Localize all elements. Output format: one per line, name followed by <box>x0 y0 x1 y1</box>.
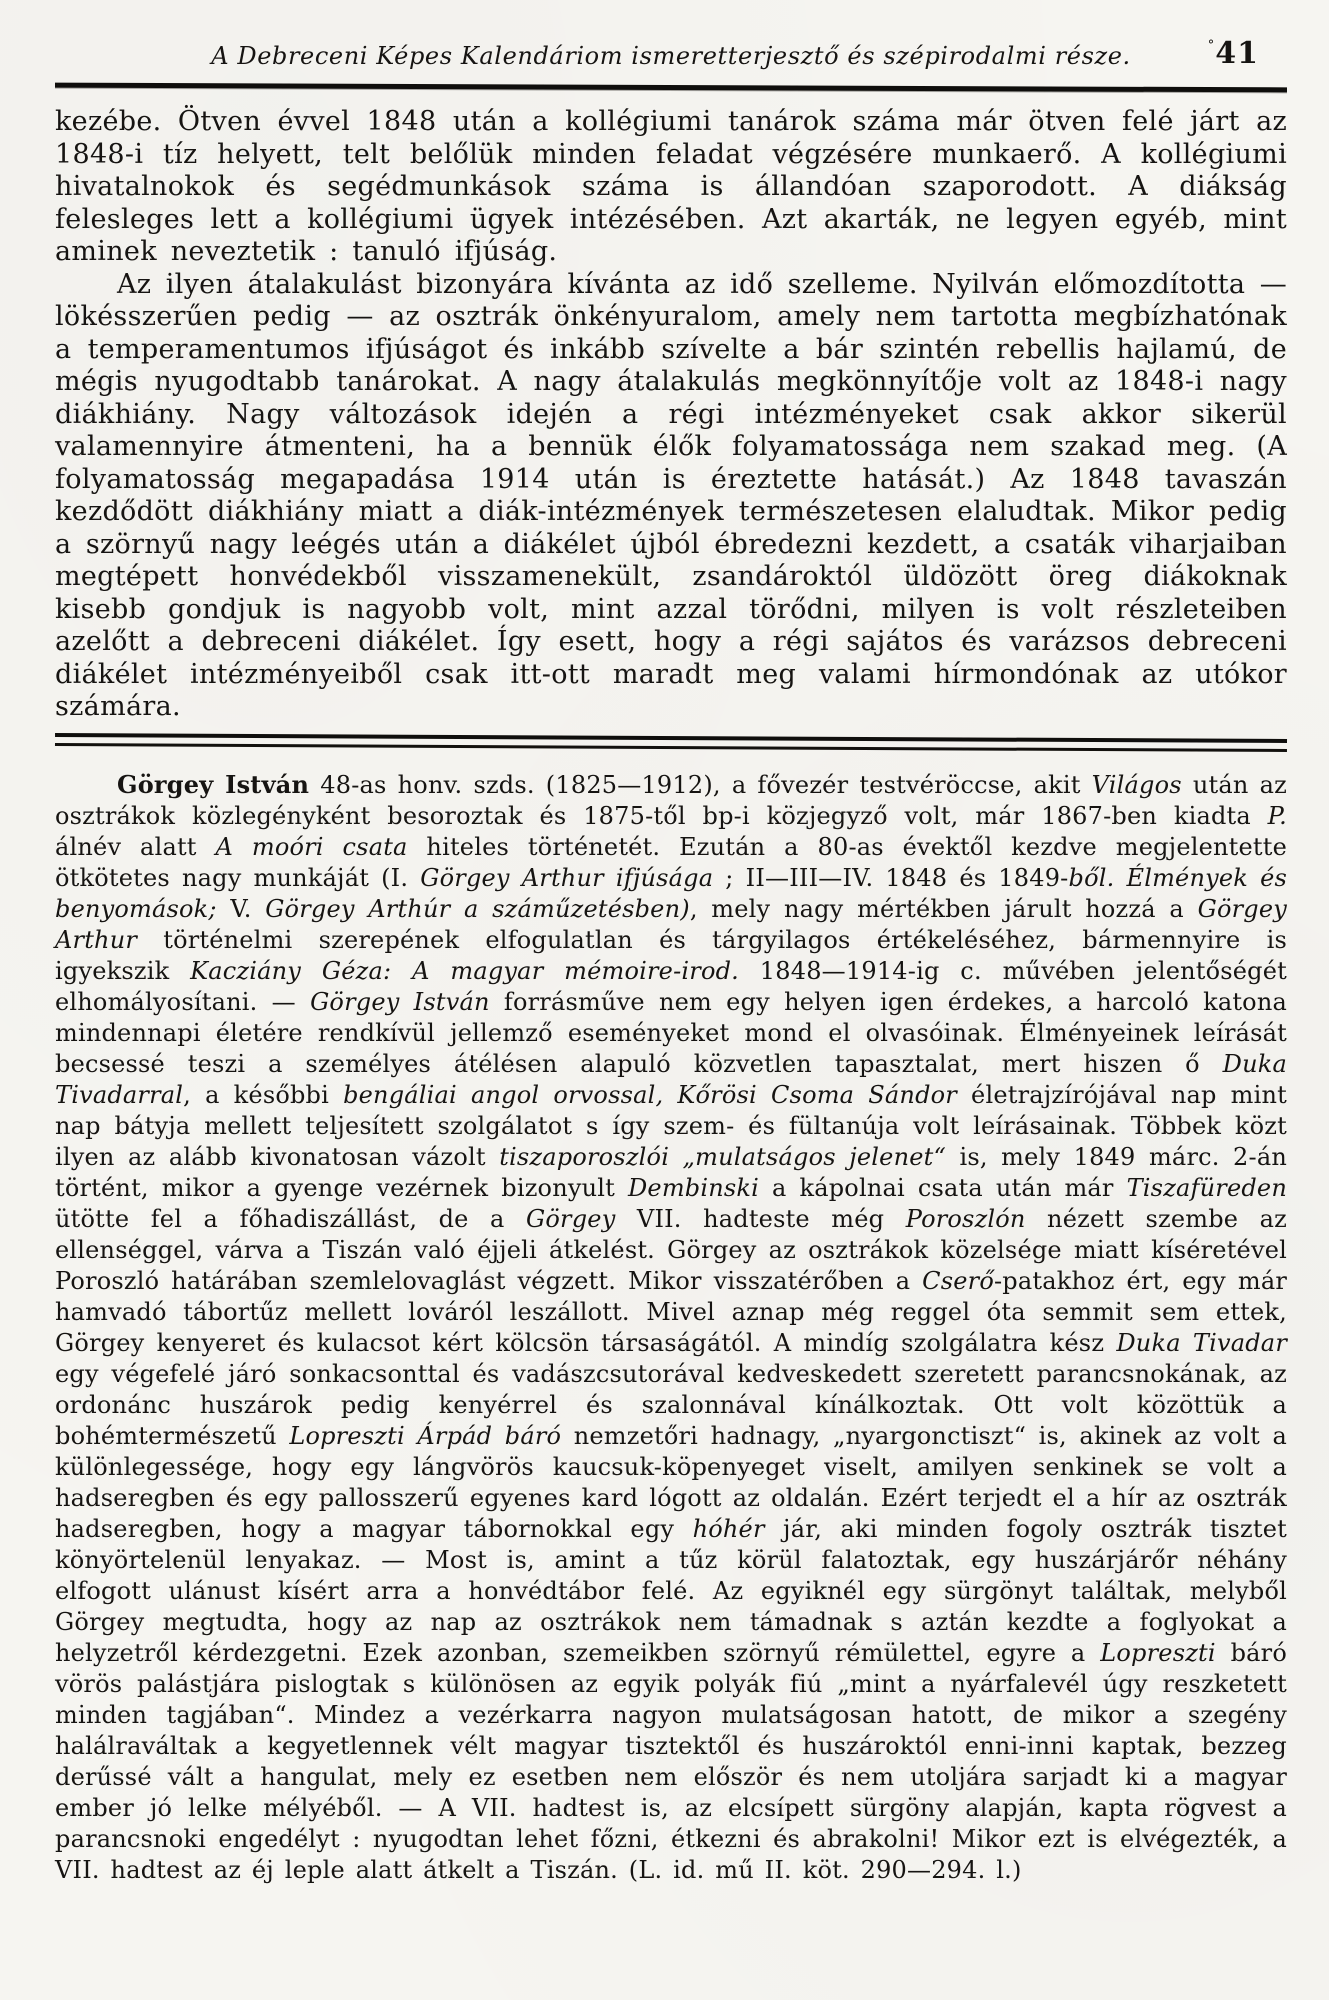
header-rule <box>55 83 1287 93</box>
section-separator-rule <box>55 732 1287 751</box>
page-number <box>1208 36 1259 71</box>
running-header <box>55 36 1287 80</box>
notes-section <box>55 769 1287 1886</box>
paragraph-continuation: kezébe. Ötven évvel 1848 után a kollégiumi tanárok száma már ötven felé járt az 1848-i tíz helyett, telt belőlük minden feladat végzésére munkaerő. A kollégiumi hivatalnokok és segédmunkások száma is állandóan szaporodott. A diákság felesleges lett a kollégiumi ügyek intézésében. Azt akarták, ne legyen egyéb, mint aminek neveztetik : tanuló ifjúság. <box>55 106 1287 267</box>
page-number-value: 41 <box>1215 36 1259 71</box>
paragraph-main: Az ilyen átalakulást bizonyára kívánta az idő szelleme. Nyilván előmozdította — lökésszerűen pedig — az osztrák önkényuralom, amely nem tartotta megbízhatónak a temperamentumos ifjúságot és inkább szívelte a bár szintén rebellis hajlamú, de mégis nyugodtabb tanárokat. A nagy átalakulás megkönnyítője volt az 1848-i nagy diákhiány. Nagy változások idején a régi intézményeket csak akkor sikerül valamennyire átmenteni, ha a bennük élők folyamatossága nem szakad meg. (A folyamatosság megapadása 1914 után is éreztette hatását.) Az 1848 tavaszán kezdődött diákhiány miatt a diák-intézmények természetesen elaludtak. Mikor pedig a szörnyű nagy leégés után a diákélet újból ébredezni kezdett, a csaták viharjaiban megtépett honvédekből visszamenekült, zsandároktól üldözött öreg diákoknak kisebb gondjuk is nagyobb volt, mint azzal törődni, milyen is volt részleteiben azelőtt a debreceni diákélet. Így esett, hogy a régi sajátos és varázsos debreceni diákélet intézményeiből csak itt-ott maradt meg valami hírmondónak az utókor számára. <box>55 268 1287 722</box>
article-section <box>55 106 1287 724</box>
running-header-title: A Debreceni Képes Kalendáriom ismeretterjesztő és szépirodalmi része. <box>211 42 1131 70</box>
page-number-mark: ° <box>1207 38 1216 53</box>
note-paragraph: Görgey István 48-as honv. szds. (1825—1912), a fővezér testvéröccse, akit Világos után az osztrákok közlegényként besoroztak és 1875-től bp-i közjegyző volt, már 1867-ben kiadta P. álnév alatt A moóri csata hiteles történetét. Ezután a 80-as évektől kezdve megjelentette ötkötetes nagy munkáját (I. Görgey Arthur ifjúsága ; II—III—IV. 1848 és 1849-ből. Élmények és benyomások; V. Görgey Arthúr a száműzetésben), mely nagy mértékben járult hozzá a Görgey Arthur történelmi szerepének elfogulatlan és tárgyilagos értékeléséhez, bármennyire is igyekszik Kacziány Géza: A magyar mémoire-irod. 1848—1914-ig c. művében jelentőségét elhomályosítani. — Görgey István forrásműve nem egy helyen igen érdekes, a harcoló katona mindennapi életére rendkívül jellemző eseményeket mond el olvasóinak. Élményeinek leírását becsessé teszi a személyes átélésen alapuló közvetlen tapasztalat, mert hiszen ő Duka Tivadarral, a későbbi bengáliai angol orvossal, Kőrösi Csoma Sándor életrajzírójával nap mint nap bátyja mellett teljesített szolgálatot s így szem- és fültanúja volt leírásainak. Többek közt ilyen az alább kivonatosan vázolt tiszaporoszlói „mulatságos jelenet“ is, mely 1849 márc. 2-án történt, mikor a gyenge vezérnek bizonyult Dembinski a kápolnai csata után már Tiszafüreden ütötte fel a főhadiszállást, de a Görgey VII. hadteste még Poroszlón nézett szembe az ellenséggel, várva a Tiszán való éjjeli átkelést. Görgey az osztrákok közelsége miatt kíséretével Poroszló határában szemlelovaglást végzett. Mikor visszatérőben a Cserő-patakhoz ért, egy már hamvadó tábortűz mellett lováról leszállott. Mivel aznap még reggel óta semmit sem ettek, Görgey kenyeret és kulacsot kért kölcsön társaságától. A mindíg szolgálatra kész Duka Tivadar egy végefelé járó sonkacsonttal és vadászcsutorával kedveskedett szeretett parancsnokának, az ordonánc huszárok pedig kenyérrel és szalonnával kínálkoztak. Ott volt közöttük a bohémtermészetű Lopreszti Árpád báró nemzetőri hadnagy, „nyargonctiszt“ is, akinek az volt a különlegessége, hogy egy lángvörös kaucsuk-köpenyeget viselt, amilyen senkinek se volt a hadseregben és egy pallosszerű egyenes kard lógott az oldalán. Ezért terjedt el a hír az osztrák hadseregben, hogy a magyar tábornokkal egy hóhér jár, aki minden fogoly osztrák tisztet könyörtelenül lenyakaz. — Most is, amint a tűz körül falatoztak, egy huszárjárőr néhány elfogott ulánust kísért arra a honvédtábor felé. Az egyiknél egy sürgönyt találtak, melyből Görgey megtudta, hogy az nap az osztrákok nem támadnak s aztán kezdte a foglyokat a helyzetről kérdezgetni. Ezek azonban, szemeikben szörnyű rémülettel, egyre a Lopreszti báró vörös palástjára pislogtak s különösen az egyik polyák fiú „mint a nyárfalevél úgy reszketett minden tagjában“. Mindez a vezérkarra nagyon mulatságosan hatott, de mikor a szegény halálraváltak a kegyetlennek vélt magyar tisztektől és huszároktól enni-inni kaptak, bezzeg derűssé vált a hangulat, mely ez esetben nem először és nem utoljára sarjadt ki a magyar ember jó lelke mélyéből. — A VII. hadtest is, az elcsípett sürgöny alapján, kapta rögvest a parancsnoki engedélyt : nyugodtan lehet főzni, étkezni és abrakolni! Mikor ezt is elvégezték, a VII. hadtest az éj leple alatt átkelt a Tiszán. (L. id. mű II. köt. 290—294. l.) <box>55 769 1288 1884</box>
